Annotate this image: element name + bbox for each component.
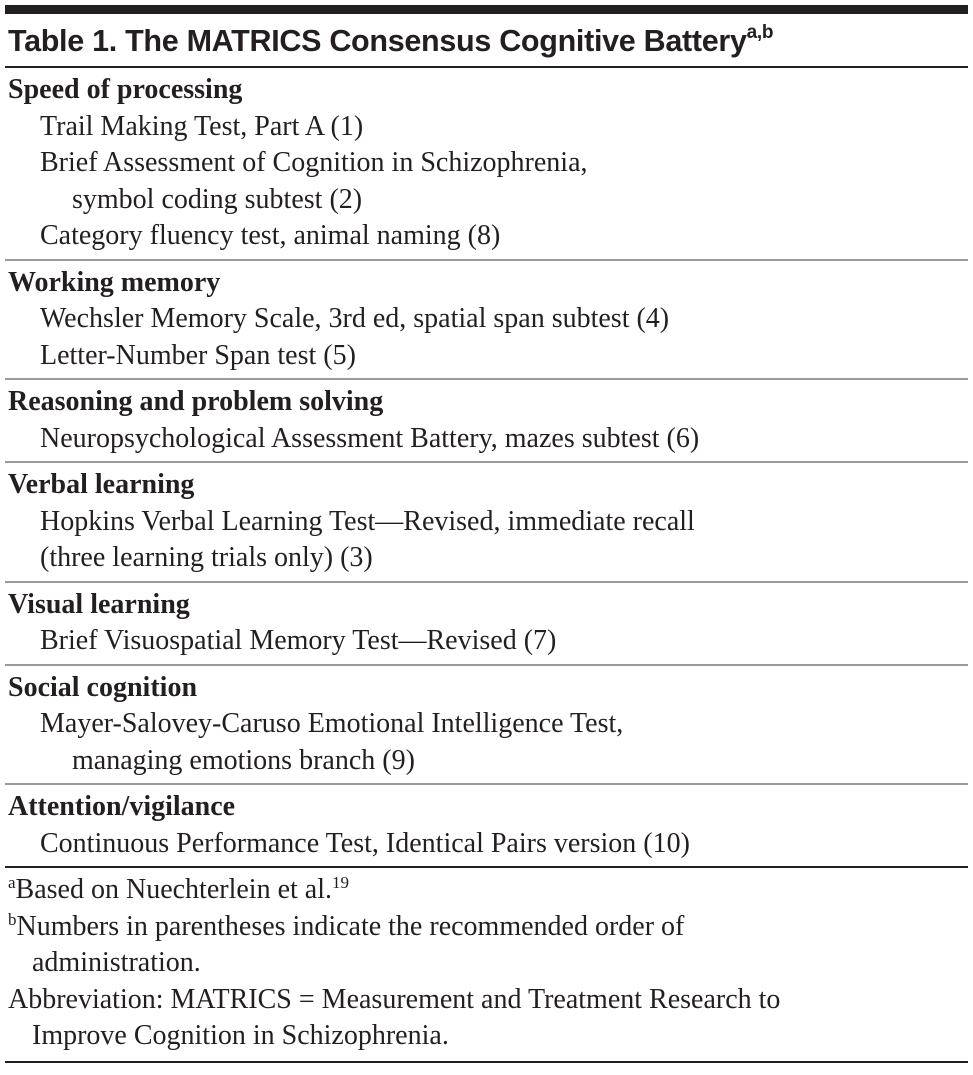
table-title [8, 24, 773, 59]
test-item: Neuropsychological Assessment Battery, mazes subtest (6) [40, 422, 700, 454]
test-item-line: Mayer-Salovey-Caruso Emotional Intelligence Test, [40, 708, 624, 739]
section-heading: Speed of processing [8, 74, 243, 105]
footnote-text: Based on Nuechterlein et al. [15, 874, 332, 905]
test-item: Category fluency test, animal naming (8) [40, 220, 501, 251]
section-verbal-learning [5, 461, 968, 581]
test-item [8, 145, 968, 218]
section-heading: Social cognition [8, 671, 198, 703]
footnote-abbreviation [8, 982, 968, 1055]
section-attention-vigilance [5, 783, 968, 866]
section-heading: Working memory [8, 266, 221, 298]
footnote-continuation: Improve Cognition in Schizophrenia. [32, 1020, 449, 1051]
test-item [8, 706, 968, 779]
section-heading: Visual learning [8, 588, 190, 620]
footnote-text: Abbreviation: MATRICS = Measurement and Treatment Research to [8, 983, 781, 1015]
test-item-continuation: (three learning trials only) (3) [40, 542, 373, 573]
footnote-continuation: administration. [32, 947, 201, 978]
footnote-text: Numbers in parentheses indicate the recommended order of [16, 910, 685, 942]
footnote-b [8, 909, 968, 982]
test-item: Continuous Performance Test, Identical Pairs version (10) [40, 827, 690, 859]
footnote-mark: a [8, 873, 16, 892]
section-working-memory [5, 259, 968, 379]
section-social-cognition [5, 664, 968, 784]
table-top-rule [5, 5, 968, 14]
test-item: Letter-Number Span test (5) [40, 339, 356, 371]
table-body [5, 66, 968, 1063]
section-speed-of-processing [5, 66, 968, 259]
table-footnotes [5, 866, 968, 1063]
test-item-continuation: symbol coding subtest (2) [72, 183, 363, 215]
test-item: Wechsler Memory Scale, 3rd ed, spatial span subtest (4) [40, 303, 670, 334]
test-item-line: Brief Assessment of Cognition in Schizophrenia, [40, 147, 588, 178]
footnote-mark: b [8, 909, 17, 929]
test-item: Brief Visuospatial Memory Test—Revised (7) [40, 625, 557, 656]
title-footnote-marks: a,b [746, 22, 774, 43]
section-heading: Reasoning and problem solving [8, 386, 384, 417]
test-item-line: Hopkins Verbal Learning Test—Revised, immediate recall [40, 505, 695, 537]
test-item: Trail Making Test, Part A (1) [40, 110, 364, 142]
reference-number: 19 [331, 873, 349, 892]
section-heading: Verbal learning [8, 469, 195, 500]
section-visual-learning [5, 581, 968, 664]
test-item [8, 504, 968, 577]
section-reasoning [5, 378, 968, 461]
table-title-text: Table 1. The MATRICS Consensus Cognitive Battery [8, 24, 747, 58]
section-heading: Attention/vigilance [8, 791, 236, 822]
footnote-a [8, 872, 968, 909]
test-item-continuation: managing emotions branch (9) [72, 744, 415, 776]
